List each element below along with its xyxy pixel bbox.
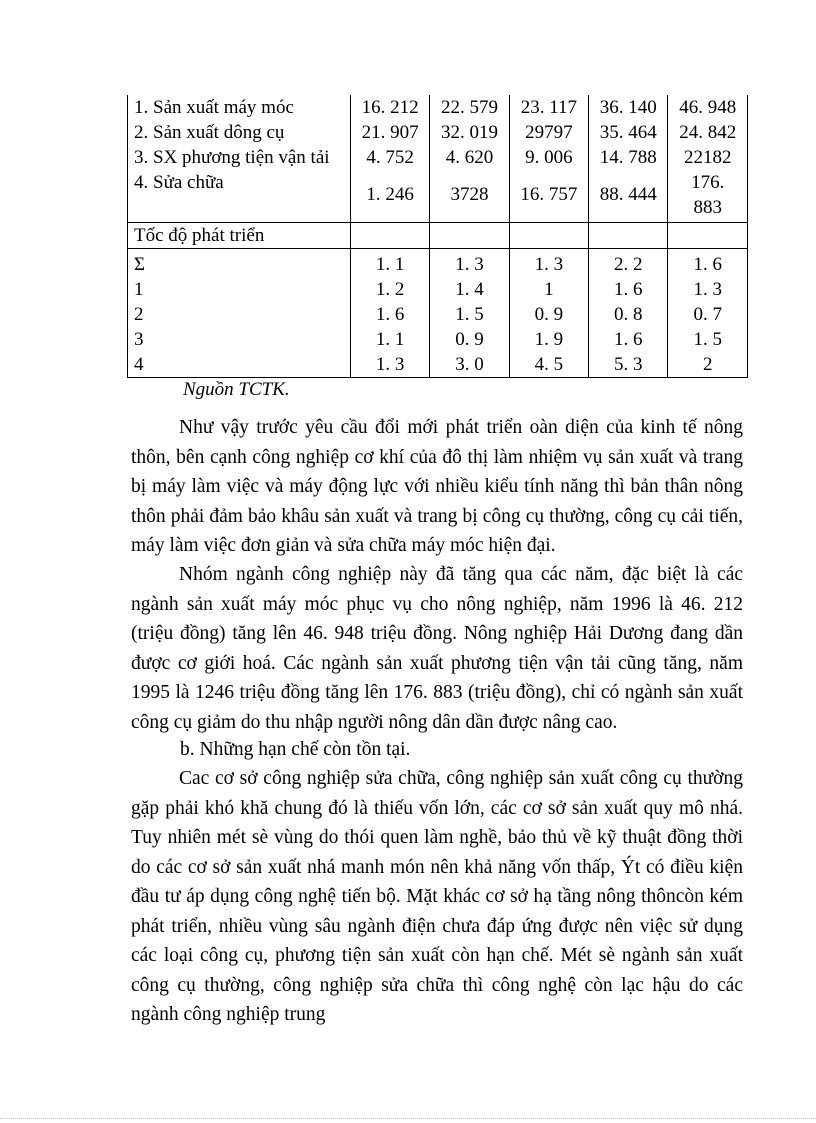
value-cell [430,95,509,222]
table-value: 32. 019 [440,122,498,143]
table-value: 1. 3 [693,278,722,300]
table-value: 1. 6 [693,253,722,275]
value-cell [589,95,668,222]
table-value: 16. 757 [520,184,578,205]
value-cell [350,95,429,222]
table-value: 176. 883 [691,172,725,218]
table-value: 4. 752 [366,147,414,168]
row-label: 3. SX phương tiện vận tải [134,147,330,168]
value-cell [668,95,748,222]
growth-labels-cell [128,248,351,377]
paragraph: Nhóm ngành công nghiệp này đã tăng qua các năm, đặc biệt là các ngành sản xuất máy móc phục vụ cho nông nghiệp, năm 1996 là 46. 212 (triệu đồng) tăng lên 46. 948 triệu đồng. Nông nghiệp Hải Dương đang dần được cơ giới hoá. Các ngành sản xuất phương tiện vận tải cũng tăng, năm 1995 là 1246 triệu đồng tăng lên 176. 883 (triệu đồng), chỉ có ngành sản xuất công cụ giảm do thu nhập người nông dân dần được nâng cao. [131,564,743,733]
value-cell [350,248,429,377]
source-note: Nguồn TCTK. [183,379,290,400]
table-value: 1. 3 [375,353,405,375]
table-value: 2 [702,353,713,375]
row-label: 2. Sản xuất dông cụ [134,122,285,143]
table-row-growth [128,248,748,377]
table-value: 0. 9 [534,303,564,325]
table-value: 14. 788 [599,147,657,168]
table-value: 21. 907 [361,122,419,143]
value-cell [509,95,588,222]
section-heading: b. Những hạn chế còn tồn tại. [180,739,411,760]
table-value: 0. 9 [455,328,484,350]
page-bottom-divider [0,1118,816,1119]
section-label: Tốc độ phát triển [128,222,351,248]
table-value: 9. 006 [525,147,573,168]
value-cell [430,248,509,377]
table-value: 4. 5 [534,353,564,375]
value-cell [509,248,588,377]
table-value: 1 [544,278,554,300]
row-label: 3 [134,328,144,350]
table-value: 1. 6 [614,278,643,300]
row-label: 4. Sửa chữa [134,172,224,193]
table-value: 3. 0 [455,353,484,375]
row-labels-cell [128,95,351,222]
table-value: 1. 3 [455,253,484,275]
table-value: 3728 [450,184,489,205]
value-cell [589,248,668,377]
row-label: 1 [134,278,144,300]
table-value: 16. 212 [361,97,419,118]
value-cell [668,248,748,377]
table-value: 1. 3 [534,253,564,275]
table-value: 35. 464 [599,122,657,143]
table-value: 46. 948 [679,97,737,118]
table-value: 1. 9 [534,328,564,350]
table-value: 1. 246 [366,184,414,205]
row-label: 2 [134,303,144,325]
table-value: 36. 140 [599,97,657,118]
table-value: 29797 [525,122,573,143]
table-value: 22182 [683,147,732,168]
table-value: 23. 117 [520,97,577,118]
table-value: 1. 6 [614,328,643,350]
table-value: 1. 1 [375,253,405,275]
table-value: 4. 620 [445,147,494,168]
table-value: 1. 4 [455,278,484,300]
table-value: 2. 2 [614,253,643,275]
paragraph: Như vậy trước yêu cầu đổi mới phát triển oàn diện của kinh tế nông thôn, bên cạnh công nghiệp cơ khí của đô thị làm nhiệm vụ sản xuất và trang bị máy làm việc và máy động lực với nhiều kiểu tính năng thì bản thân nông thôn phải đảm bảo khâu sản xuất và trang bị công cụ thường, công cụ cải tiến, máy làm việc đơn giản và sửa chữa máy móc hiện đại. [131,417,743,556]
table-value: 22. 579 [440,97,498,118]
paragraph: Cac cơ sở công nghiệp sửa chữa, công nghiệp sản xuất công cụ thường gặp phải khó khă chung đó là thiếu vốn lớn, các cơ sở sản xuất quy mô nhá. Tuy nhiên mét sè vùng do thói quen làm nghề, bảo thủ về kỹ thuật đồng thời do các cơ sở sản xuất nhá manh món nên khả năng vốn thấp, Ýt có điều kiện đầu tư áp dụng công nghệ tiến bộ. Mặt khác cơ sở hạ tầng nông thôncòn kém phát triển, nhiều vùng sâu ngành điện chưa đáp ứng được nên việc sử dụng các loại công cụ, phương tiện sản xuất còn hạn chế. Mét sè ngành sản xuất công cụ thường, công nghiệp sửa chữa thì công nghệ còn lạc hậu do các ngành công nghiệp trung [131,768,743,1025]
table-value: 1. 5 [693,328,722,350]
table-value: 0. 8 [614,303,643,325]
production-table [127,95,748,378]
table-value: 1. 2 [375,278,405,300]
table-value: 5. 3 [614,353,643,375]
table-value: 1. 5 [455,303,484,325]
table-value: 88. 444 [599,184,657,205]
row-label: 1. Sản xuất máy móc [134,97,294,118]
table-value: 0. 7 [693,303,722,325]
table-row-section [128,222,748,248]
table-value: 24. 842 [679,122,737,143]
row-label: 4 [134,353,144,375]
table-row-products [128,95,748,222]
row-label: Σ [134,253,146,275]
table-value: 1. 6 [375,303,405,325]
table-value: 1. 1 [375,328,405,350]
